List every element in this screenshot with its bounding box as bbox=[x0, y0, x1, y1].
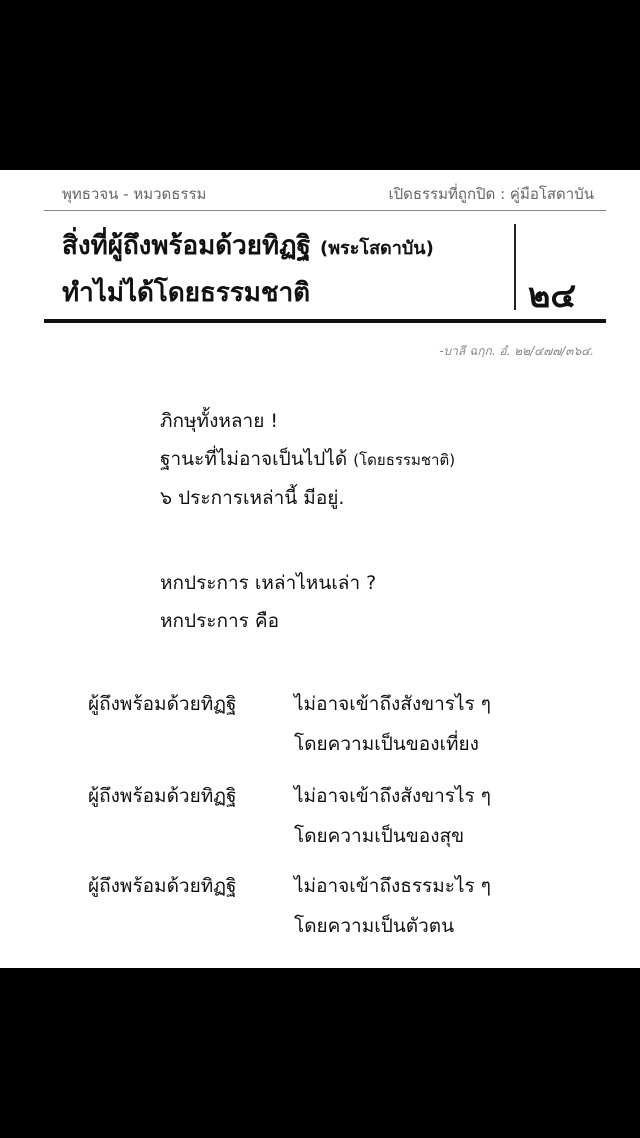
header-book-title: เปิดธรรมที่ถูกปิด : คู่มือโสดาบัน bbox=[388, 185, 594, 203]
paragraph-1-line-2 bbox=[160, 440, 455, 479]
document-page bbox=[0, 170, 640, 968]
title-line-1-main: สิ่งที่ผู้ถึงพร้อมด้วยทิฏฐิ bbox=[62, 231, 311, 261]
header-category: พุทธวจน - หมวดธรรม bbox=[62, 185, 207, 203]
paragraph-1-line-3: ๖ ประการเหล่านี้ มีอยู่. bbox=[160, 487, 345, 509]
paragraph-2 bbox=[160, 564, 376, 640]
list-item-text-1: ไม่อาจเข้าถึงธรรมะไร ๆ bbox=[294, 875, 491, 897]
list-item-text-2: โดยความเป็นของสุข bbox=[294, 825, 465, 847]
list-item-subject: ผู้ถึงพร้อมด้วยทิฏฐิ bbox=[88, 693, 237, 715]
title-line-2: ทำไม่ได้โดยธรรมชาติ bbox=[62, 278, 311, 308]
paragraph-1-line-1: ภิกษุทั้งหลาย ! bbox=[160, 410, 278, 432]
header-divider bbox=[44, 210, 606, 211]
source-reference: -บาลี ฉกฺก. อํ. ๒๒/๔๗๗/๓๖๔. bbox=[439, 344, 594, 358]
list-item-text-2: โดยความเป็นของเที่ยง bbox=[294, 733, 479, 755]
list-item bbox=[0, 686, 640, 766]
chapter-number: ๒๔ bbox=[528, 276, 577, 316]
title-line-1-sub: (พระโสดาบัน) bbox=[319, 238, 434, 259]
paragraph-2-line-1: หกประการ เหล่าไหนเล่า ? bbox=[160, 572, 377, 594]
list-item-text-1: ไม่อาจเข้าถึงสังขารไร ๆ bbox=[294, 693, 491, 715]
list-item-subject: ผู้ถึงพร้อมด้วยทิฏฐิ bbox=[88, 785, 237, 807]
page-title bbox=[62, 224, 502, 315]
paragraph-2-line-2: หกประการ คือ bbox=[160, 610, 280, 632]
list-item bbox=[0, 868, 640, 948]
paragraph-1-line-2-main: ฐานะที่ไม่อาจเป็นไปได้ bbox=[160, 448, 348, 470]
title-divider bbox=[514, 224, 516, 310]
title-underline bbox=[44, 319, 606, 323]
list-item-text-1: ไม่อาจเข้าถึงสังขารไร ๆ bbox=[294, 785, 491, 807]
title-line-1 bbox=[62, 224, 502, 271]
list-item-text-2: โดยความเป็นตัวตน bbox=[294, 915, 455, 937]
paragraph-1 bbox=[160, 402, 455, 517]
list-item bbox=[0, 778, 640, 858]
paragraph-1-line-2-sub: (โดยธรรมชาติ) bbox=[353, 451, 456, 469]
list-item-subject: ผู้ถึงพร้อมด้วยทิฏฐิ bbox=[88, 875, 237, 897]
